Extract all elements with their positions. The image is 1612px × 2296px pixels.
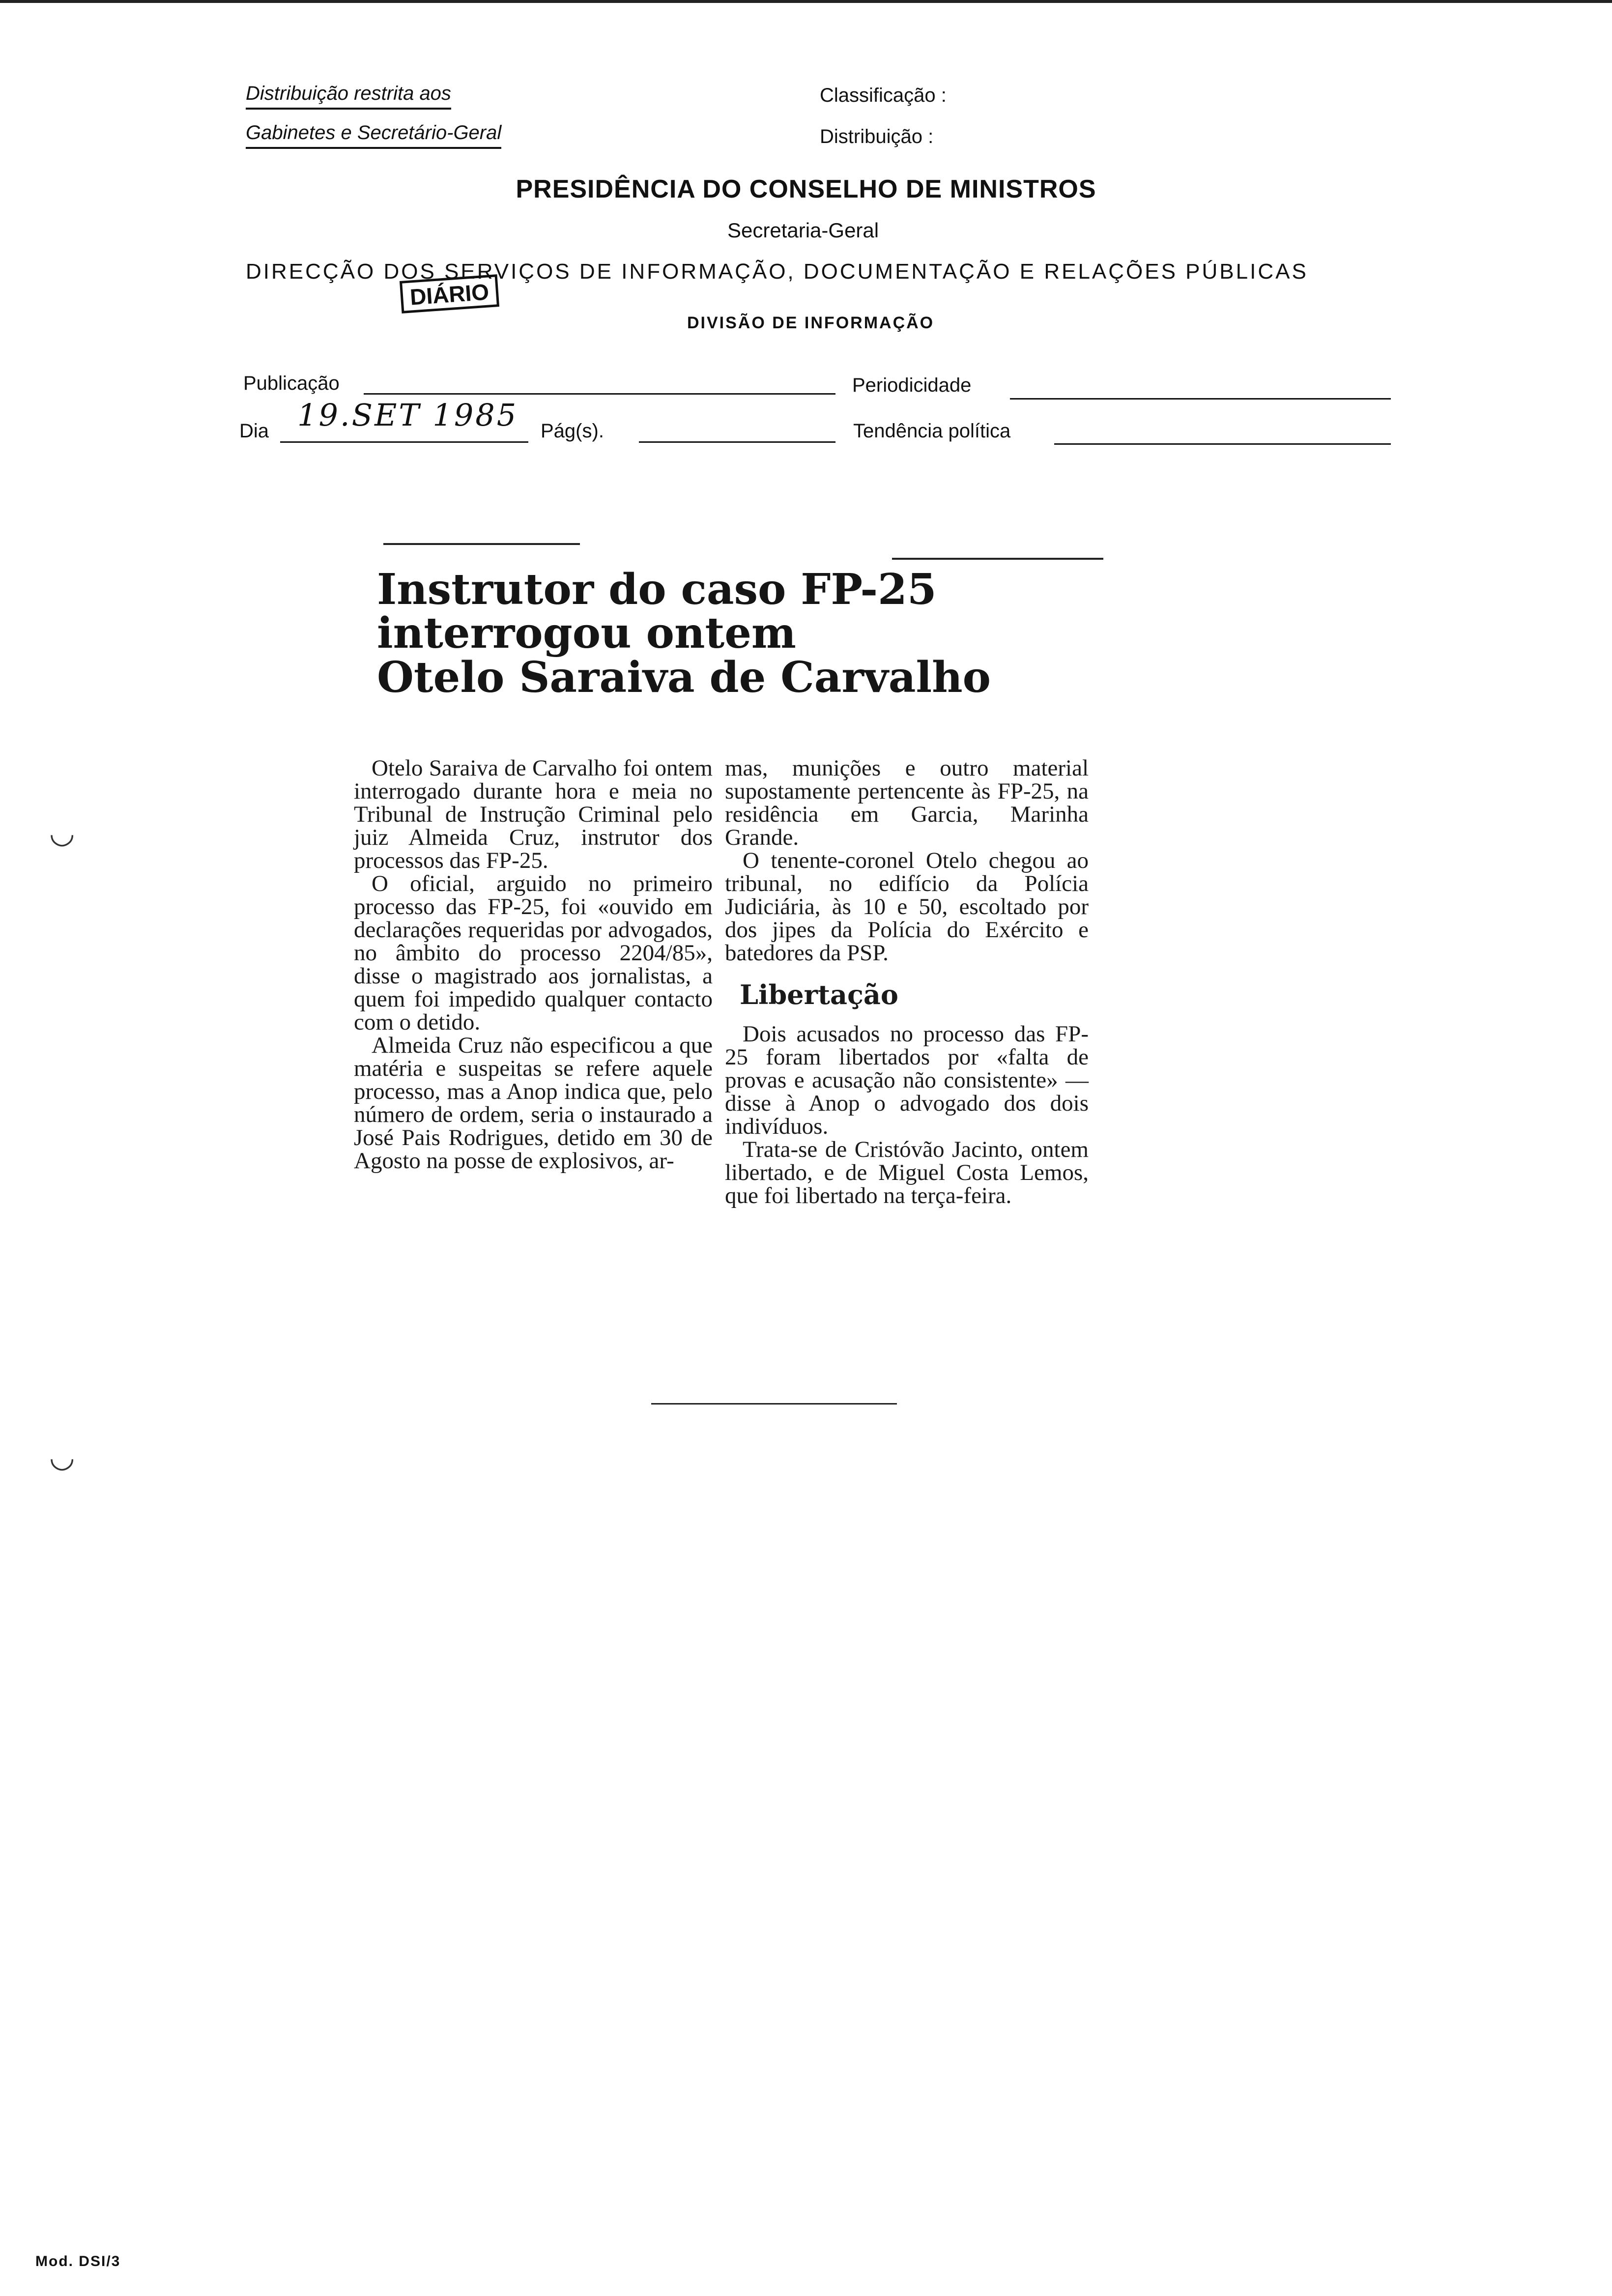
tendencia-field-line — [1054, 443, 1391, 445]
paragraph: Dois acusados no processo das FP-25 foram libertados por «falta de provas e acusação não consistente» — disse à Anop o advogado dos dois indivíduos. — [725, 1021, 1089, 1139]
headline-line-2: interrogou ontem — [377, 608, 796, 659]
form-model-code: Mod. DSI/3 — [35, 2253, 121, 2269]
clipping-top-rule-left — [383, 543, 580, 545]
paragraph: Trata-se de Cristóvão Jacinto, ontem libertado, e de Miguel Costa Lemos, que foi libertado na terça-feira. — [725, 1137, 1089, 1208]
headline-line-3: Otelo Saraiva de Carvalho — [377, 652, 991, 702]
newspaper-clipping — [346, 543, 1123, 1413]
dia-label: Dia — [239, 420, 269, 442]
publicacao-field-line — [364, 393, 835, 395]
distribuicao-label: Distribuição : — [820, 126, 934, 147]
publicacao-label: Publicação — [243, 373, 340, 394]
division-label: DIVISÃO DE INFORMAÇÃO — [687, 314, 935, 332]
clipping-bottom-rule — [651, 1403, 897, 1405]
tendencia-label: Tendência política — [853, 420, 1011, 442]
pags-label: Pág(s). — [541, 420, 604, 442]
restricted-distribution-line2: Gabinetes e Secretário-Geral — [246, 122, 501, 149]
clipping-top-rule-right — [892, 558, 1103, 560]
punch-hole-mark: ◡ — [49, 1440, 75, 1473]
article-subheading: Libertação — [740, 979, 898, 1010]
classificacao-label: Classificação : — [820, 85, 947, 106]
paragraph: O oficial, arguido no primeiro processo das FP-25, foi «ouvido em declarações requeridas por advogados, no âmbito do processo 2204/85», disse o magistrado aos jornalistas, a quem foi impedido qualquer contacto com o detido. — [354, 871, 713, 1035]
article-column-1 — [354, 757, 713, 1173]
headline-line-1: Instrutor do caso FP-25 — [377, 565, 937, 614]
restricted-distribution-line1: Distribuição restrita aos — [246, 83, 451, 110]
top-border — [0, 0, 1612, 3]
paragraph: Otelo Saraiva de Carvalho foi ontem interrogado durante hora e meia no Tribunal de Instrução Criminal pelo juiz Almeida Cruz, instrutor dos processos das FP-25. — [354, 755, 713, 873]
punch-hole-mark: ◡ — [49, 816, 75, 849]
page-subtitle: Secretaria-Geral — [727, 219, 879, 242]
periodicidade-label: Periodicidade — [852, 374, 972, 396]
pags-field-line — [639, 441, 835, 443]
paragraph: Almeida Cruz não especificou a que matéria e suspeitas se refere aquele processo, mas a Anop indica que, pelo número de ordem, seria o instaurado a José Pais Rodrigues, detido em 30 de Agosto na posse de explosivos, ar- — [354, 1033, 713, 1174]
periodicidade-field-line — [1010, 398, 1391, 400]
dia-handwritten-date: 19.SET 1985 — [297, 397, 518, 433]
page-title: PRESIDÊNCIA DO CONSELHO DE MINISTROS — [516, 175, 1096, 203]
article-headline — [377, 565, 1104, 702]
directorate-line: DIRECÇÃO DOS SERVIÇOS DE INFORMAÇÃO, DOCUMENTAÇÃO E RELAÇÕES PÚBLICAS — [246, 259, 1308, 284]
dia-field-line — [280, 441, 528, 443]
article-column-2 — [725, 757, 1089, 1207]
diario-stamp: DIÁRIO — [400, 274, 499, 314]
paragraph: mas, munições e outro material supostamente pertencente às FP-25, na residência em Garcia, Marinha Grande. — [725, 755, 1089, 850]
paragraph: O tenente-coronel Otelo chegou ao tribunal, no edifício da Polícia Judiciária, às 10 e 50, escoltado por dos jipes da Polícia do Exército e batedores da PSP. — [725, 848, 1089, 966]
